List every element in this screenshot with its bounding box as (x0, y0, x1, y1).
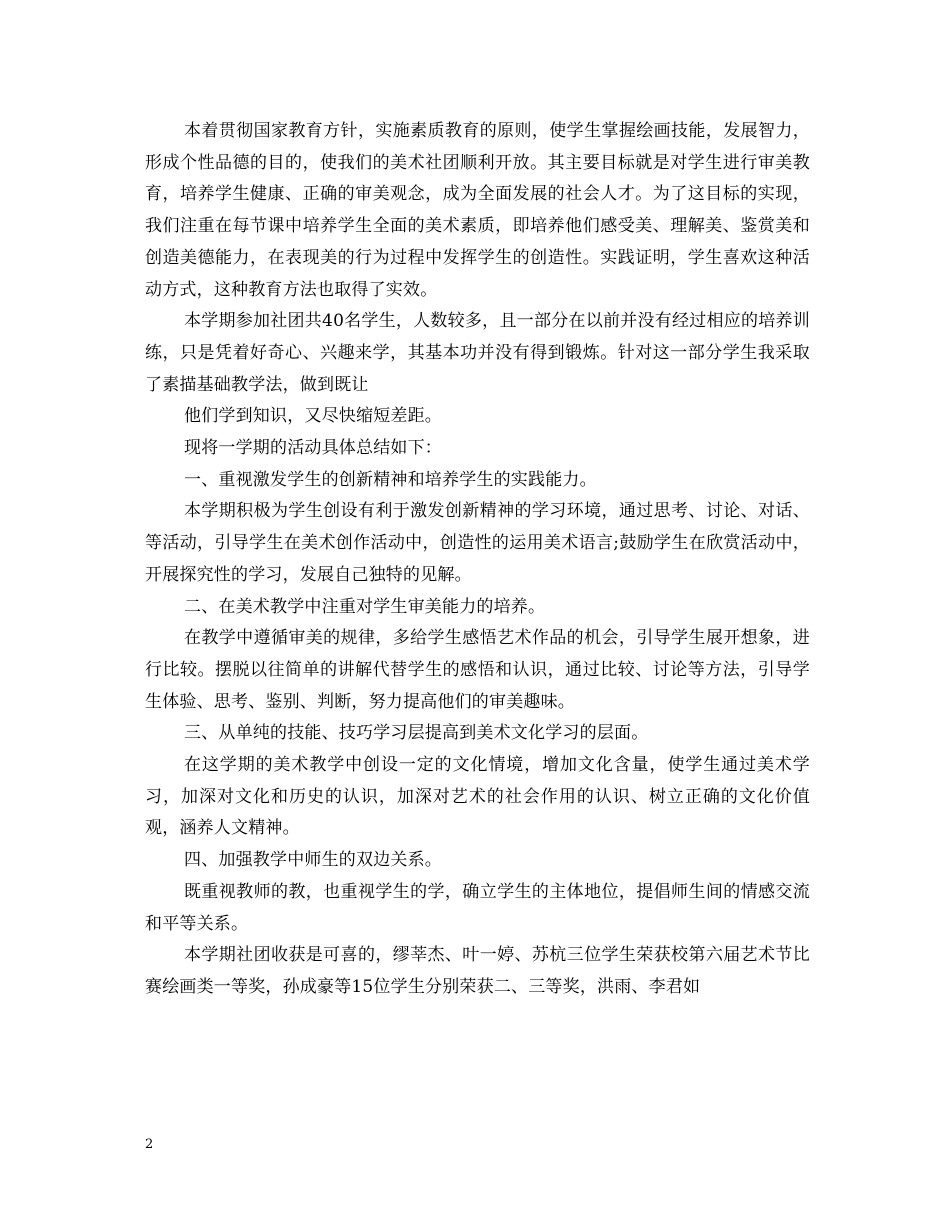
paragraph-section-3: 在这学期的美术教学中创设一定的文化情境，增加文化含量，使学生通过美术学习，加深对文化和历史的认识，加深对艺术的社会作用的认识、树立正确的文化价值观，涵养人文精神。 (145, 755, 810, 839)
paragraph-achievements: 本学期社团收获是可喜的，缪莘杰、叶一婷、苏杭三位学生荣获校第六届艺术节比赛绘画类一等奖，孙成豪等15位学生分别荣获二、三等奖，洪雨、李君如 (145, 945, 810, 997)
page-number: 2 (145, 1137, 154, 1152)
paragraph-intro: 本着贯彻国家教育方针，实施素质教育的原则，使学生掌握绘画技能，发展智力，形成个性品德的目的，使我们的美术社团顺利开放。其主要目标就是对学生进行审美教育，培养学生健康、正确的审美观念，成为全面发展的社会人才。为了这目标的实现，我们注重在每节课中培养学生全面的美术素质，即培养他们感受美、理解美、鉴赏美和创造美德能力，在表现美的行为过程中发挥学生的创造性。实践证明，学生喜欢这种活动方式，这种教育方法也取得了实效。 (145, 121, 810, 300)
section-heading-2: 二、在美术教学中注重对学生审美能力的培养。 (184, 596, 546, 617)
paragraph-section-1: 本学期积极为学生创设有利于激发创新精神的学习环境，通过思考、讨论、对话、等活动，引导学生在美术创作活动中，创造性的运用美术语言;鼓励学生在欣赏活动中，开展探究性的学习，发展自己独特的见解。 (145, 501, 810, 585)
section-heading-3: 三、从单纯的技能、技巧学习层提高到美术文化学习的层面。 (184, 723, 649, 744)
paragraph-section-4: 既重视教师的教，也重视学生的学，确立学生的主体地位，提倡师生间的情感交流和平等关系。 (145, 881, 810, 934)
paragraph-summary-lead: 现将一学期的活动具体总结如下： (184, 438, 442, 459)
section-heading-1: 一、重视激发学生的创新精神和培养学生的实践能力。 (184, 469, 597, 490)
paragraph-section-2: 在教学中遵循审美的规律，多给学生感悟艺术作品的机会，引导学生展开想象，进行比较。摆脱以往简单的讲解代替学生的感悟和认识，通过比较、讨论等方法，引导学生体验、思考、鉴别、判断，努力提高他们的审美趣味。 (145, 628, 810, 712)
paragraph-enrollment-continued: 他们学到知识，又尽快缩短差距。 (184, 406, 442, 427)
section-heading-4: 四、加强教学中师生的双边关系。 (184, 850, 442, 871)
paragraph-enrollment: 本学期参加社团共40名学生，人数较多，且一部分在以前并没有经过相应的培养训练，只是凭着好奇心、兴趣来学，其基本功并没有得到锻炼。针对这一部分学生我采取了素描基础教学法，做到既让 (145, 311, 810, 395)
body-text (145, 116, 810, 1004)
